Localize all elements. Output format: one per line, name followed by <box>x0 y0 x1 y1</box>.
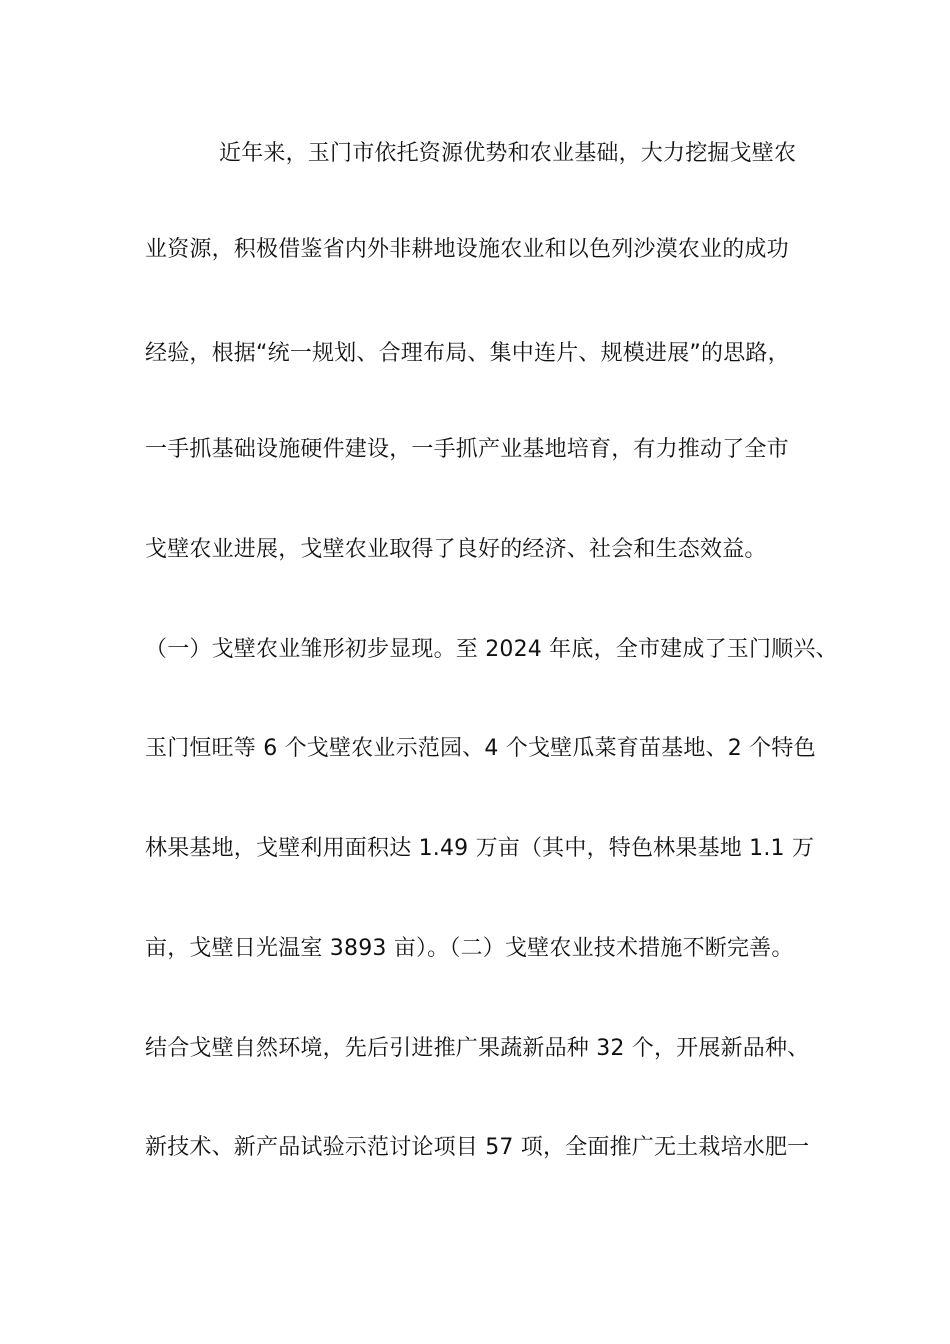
paragraph-line-11: 新技术、新产品试验示范讨论项目 57 项，全面推广无土栽培水肥一 <box>145 1135 810 1160</box>
paragraph-line-2: 业资源，积极借鉴省内外非耕地设施农业和以色列沙漠农业的成功 <box>145 237 789 262</box>
paragraph-line-10: 结合戈壁自然环境，先后引进推广果蔬新品种 32 个，开展新品种、 <box>145 1036 810 1061</box>
paragraph-line-8: 林果基地，戈壁利用面积达 1.49 万亩（其中，特色林果基地 1.1 万 <box>145 836 815 861</box>
paragraph-line-4: 一手抓基础设施硬件建设，一手抓产业基地培育，有力推动了全市 <box>145 437 789 462</box>
paragraph-line-7: 玉门恒旺等 6 个戈壁农业示范园、4 个戈壁瓜菜育苗基地、2 个特色 <box>145 736 816 761</box>
paragraph-line-6: （一）戈壁农业雏形初步显现。至 2024 年底，全市建成了玉门顺兴、 <box>145 637 838 662</box>
paragraph-line-1: 近年来，玉门市依托资源优势和农业基础，大力挖掘戈壁农 <box>219 141 797 166</box>
paragraph-line-5: 戈壁农业进展，戈壁农业取得了良好的经济、社会和生态效益。 <box>145 537 767 562</box>
paragraph-line-9: 亩，戈壁日光温室 3893 亩）。（二）戈壁农业技术措施不断完善。 <box>145 936 794 961</box>
paragraph-line-3: 经验，根据“统一规划、合理布局、集中连片、规模进展”的思路， <box>145 341 790 366</box>
